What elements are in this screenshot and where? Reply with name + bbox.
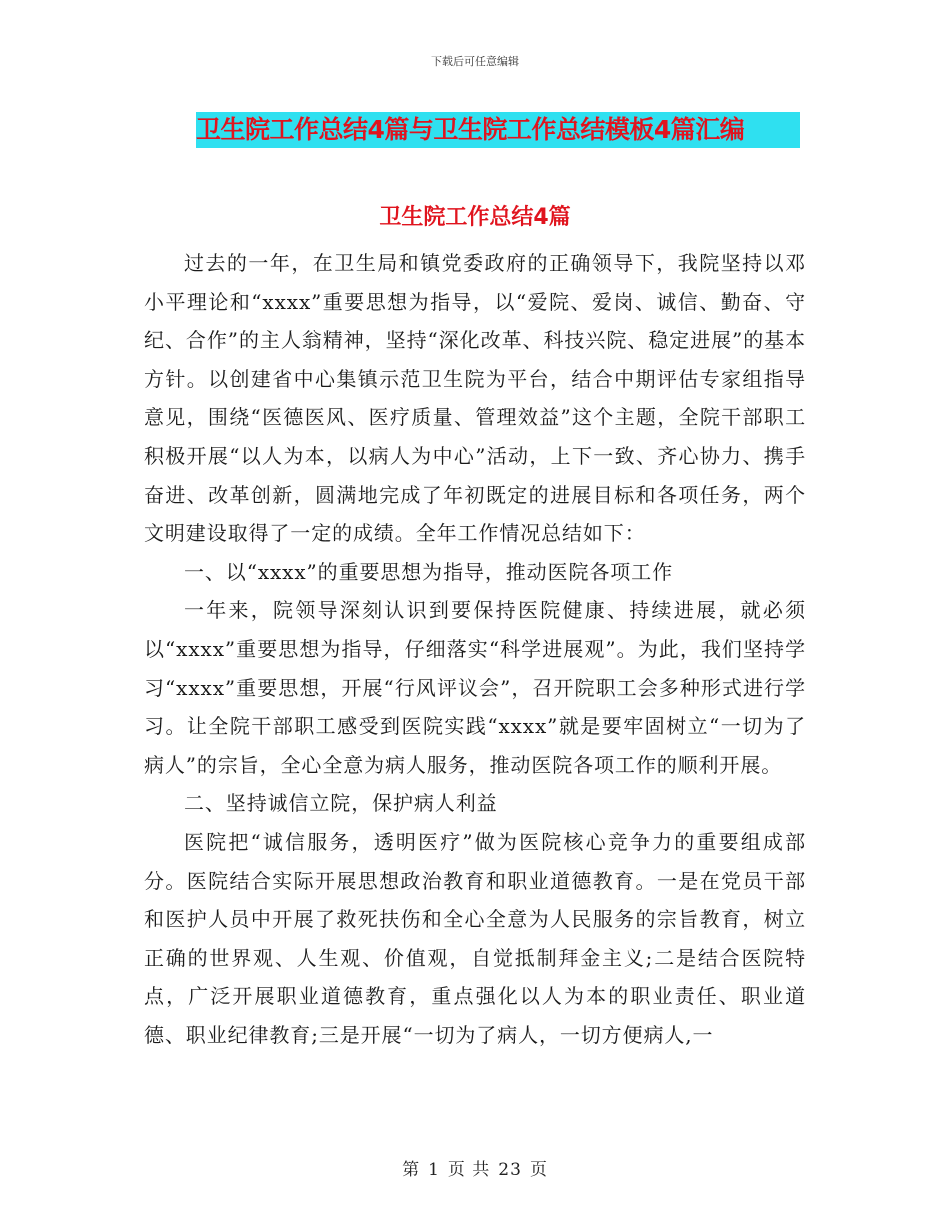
- document-title: 卫生院工作总结4篇与卫生院工作总结模板4篇汇编: [196, 115, 745, 144]
- total-pages: 23: [498, 1160, 522, 1180]
- paragraph: 一年来，院领导深刻认识到要保持医院健康、持续进展，就必须以“xxxx”重要思想为指导，仔细落实“科学进展观”。为此，我们坚持学习“xxxx”重要思想，开展“行风评议会”，召开院职工会多种形式进行学习。让全院干部职工感受到医院实践“xxxx”就是要牢固树立“一切为了病人”的宗旨，全心全意为病人服务，推动医院各项工作的顺利开展。: [144, 598, 806, 777]
- document-body: [144, 244, 806, 1054]
- page-footer: [0, 1155, 950, 1180]
- section-title: 卫生院工作总结4篇: [379, 205, 571, 230]
- header-note: 下载后可任意编辑: [431, 55, 519, 68]
- paragraph: 医院把“诚信服务，透明医疗”做为医院核心竞争力的重要组成部分。医院结合实际开展思想政治教育和职业道德教育。一是在党员干部和医护人员中开展了救死扶伤和全心全意为人民服务的宗旨教育，树立正确的世界观、人生观、价值观，自觉抵制拜金主义;二是结合医院特点，广泛开展职业道德教育，重点强化以人为本的职业责任、职业道德、职业纪律教育;三是开展“一切为了病人，一切方便病人,一: [144, 829, 806, 1047]
- page-label-prefix: 第: [402, 1160, 421, 1180]
- paragraph-heading: 一、以“xxxx”的重要思想为指导，推动医院各项工作: [184, 559, 673, 584]
- page-label-mid: 页 共: [447, 1160, 491, 1180]
- paragraph-heading: 二、坚持诚信立院，保护病人利益: [184, 791, 498, 816]
- page-label-suffix: 页: [529, 1160, 548, 1180]
- paragraph: 过去的一年，在卫生局和镇党委政府的正确领导下，我院坚持以邓小平理论和“xxxx”重要思想为指导，以“爱院、爱岗、诚信、勤奋、守纪、合作”的主人翁精神，坚持“深化改革、科技兴院、稳定进展”的基本方针。以创建省中心集镇示范卫生院为平台，结合中期评估专家组指导意见，围绕“医德医风、医疗质量、管理效益”这个主题，全院干部职工积极开展“以人为本，以病人为中心”活动，上下一致、齐心协力、携手奋进、改革创新，圆满地完成了年初既定的进展目标和各项任务，两个文明建设取得了一定的成绩。全年工作情况总结如下：: [144, 251, 806, 546]
- page-number: 1: [428, 1160, 440, 1180]
